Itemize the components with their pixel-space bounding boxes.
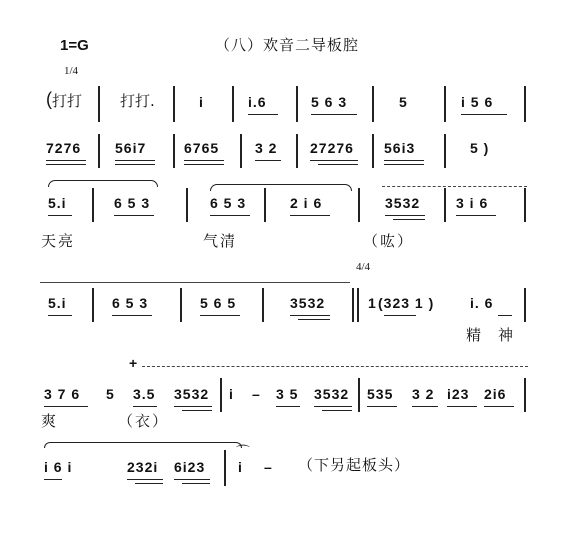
fermata-icon: ⌒ <box>236 444 251 460</box>
measure: 6i23 <box>174 459 206 475</box>
slur <box>44 442 242 448</box>
performance-note: （下另起板头） <box>298 456 411 474</box>
beam <box>182 483 210 484</box>
lyric: 神 <box>498 326 516 344</box>
beam <box>322 410 352 411</box>
barline <box>444 134 446 168</box>
beam <box>127 479 163 480</box>
lyric: （衣） <box>118 412 170 430</box>
beam <box>115 160 155 161</box>
beam <box>112 315 152 316</box>
beam <box>46 164 86 165</box>
beam <box>174 479 210 480</box>
barline <box>98 134 100 168</box>
measure: – <box>252 386 261 402</box>
barline <box>224 450 226 486</box>
measure: i <box>229 386 234 402</box>
lyric: （吰） <box>363 232 415 250</box>
barline <box>232 86 234 122</box>
measure: 5.i <box>48 195 67 211</box>
barline <box>98 86 100 122</box>
barline <box>220 378 222 412</box>
beam <box>48 215 72 216</box>
barline <box>524 288 526 322</box>
beam <box>484 406 514 407</box>
lyric: 爽 <box>41 412 59 430</box>
beam <box>311 114 357 115</box>
beam <box>248 114 278 115</box>
measure: 5 6 3 <box>311 94 348 110</box>
beam <box>276 406 300 407</box>
beam <box>314 406 352 407</box>
slur <box>48 180 158 187</box>
measure: i.6 <box>248 94 267 110</box>
beam <box>384 160 424 161</box>
measure: 232i <box>127 459 159 475</box>
measure: 3 i 6 <box>456 195 489 211</box>
measure: 3532 <box>385 195 421 211</box>
barline <box>173 134 175 168</box>
beam <box>318 164 358 165</box>
barline <box>92 188 94 222</box>
measure: 打打 <box>52 92 83 110</box>
measure: 3532 <box>314 386 350 402</box>
measure: 6 5 3 <box>112 295 149 311</box>
barline <box>372 86 374 122</box>
barline <box>296 134 298 168</box>
page-title: （八）欢音二导板腔 <box>215 36 360 54</box>
tie-dashed <box>142 366 528 367</box>
barline <box>358 188 360 222</box>
measure: 1 <box>368 295 377 311</box>
tie-dashed <box>382 186 527 187</box>
barline <box>524 378 526 412</box>
measure: 2 i 6 <box>290 195 323 211</box>
beam <box>367 406 397 407</box>
barline <box>262 288 264 322</box>
measure: 535 <box>367 386 394 402</box>
beam <box>48 315 72 316</box>
measure: 5 <box>399 94 408 110</box>
barline <box>524 86 526 122</box>
barline <box>358 378 360 412</box>
measure: 3 2 <box>255 140 278 156</box>
beam <box>310 160 358 161</box>
beam <box>290 215 330 216</box>
beam <box>290 315 330 316</box>
measure: 打打. <box>120 92 155 110</box>
barline <box>92 288 94 322</box>
measure: 2i6 <box>484 386 507 402</box>
measure: 3532 <box>290 295 326 311</box>
beam <box>184 164 224 165</box>
lyric: 精 <box>466 326 484 344</box>
measure: 5 ) <box>470 140 490 156</box>
beam <box>384 315 416 316</box>
measure: 3 5 <box>276 386 299 402</box>
barline <box>372 134 374 168</box>
measure: i 5 6 <box>461 94 494 110</box>
beam <box>44 406 88 407</box>
time-signature-1: 1/4 <box>64 65 79 77</box>
lyric: 天亮 <box>41 232 76 250</box>
measure: 6 5 3 <box>114 195 151 211</box>
barline <box>264 188 266 222</box>
beam <box>498 315 512 316</box>
beam <box>385 215 425 216</box>
barline <box>444 86 446 122</box>
measure: 6765 <box>184 140 220 156</box>
measure: i <box>199 94 204 110</box>
lyric: 气清 <box>203 232 238 250</box>
beam <box>200 315 240 316</box>
measure: 27276 <box>310 140 354 156</box>
measure: i. 6 <box>470 295 494 311</box>
beam <box>115 164 155 165</box>
barline <box>173 86 175 122</box>
measure: 5 <box>106 386 115 402</box>
measure: 3532 <box>174 386 210 402</box>
measure: – <box>264 459 273 475</box>
barline <box>180 288 182 322</box>
beam <box>456 215 496 216</box>
barline <box>352 288 354 322</box>
plus-sign: + <box>129 355 139 371</box>
open-paren: ( <box>46 89 53 109</box>
barline <box>186 188 188 222</box>
beam <box>412 406 438 407</box>
beam <box>184 160 224 161</box>
beam <box>182 410 212 411</box>
time-signature-2: 4/4 <box>356 261 371 273</box>
tie-line <box>40 282 350 283</box>
beam <box>210 215 250 216</box>
measure: (323 1 ) <box>378 295 435 311</box>
measure: 56i3 <box>384 140 416 156</box>
barline <box>296 86 298 122</box>
beam <box>174 406 212 407</box>
barline <box>444 188 446 222</box>
slur <box>210 184 352 191</box>
beam <box>44 479 62 480</box>
measure: 3 7 6 <box>44 386 81 402</box>
measure: 3.5 <box>133 386 156 402</box>
measure: 7276 <box>46 140 82 156</box>
measure: 6 5 3 <box>210 195 247 211</box>
beam <box>384 164 424 165</box>
measure: i 6 i <box>44 459 73 475</box>
measure: 56i7 <box>115 140 147 156</box>
beam <box>393 219 425 220</box>
beam <box>114 215 154 216</box>
beam <box>133 406 157 407</box>
beam <box>298 319 330 320</box>
measure: 5.i <box>48 295 67 311</box>
measure: 3 2 <box>412 386 435 402</box>
beam <box>46 160 86 161</box>
measure: i23 <box>447 386 470 402</box>
beam <box>135 483 163 484</box>
barline <box>357 288 359 322</box>
barline <box>240 134 242 168</box>
barline <box>524 188 526 222</box>
measure: i <box>238 459 243 475</box>
key-signature: 1=G <box>60 37 89 54</box>
beam <box>461 114 507 115</box>
beam <box>255 160 281 161</box>
measure: 5 6 5 <box>200 295 237 311</box>
beam <box>447 406 477 407</box>
